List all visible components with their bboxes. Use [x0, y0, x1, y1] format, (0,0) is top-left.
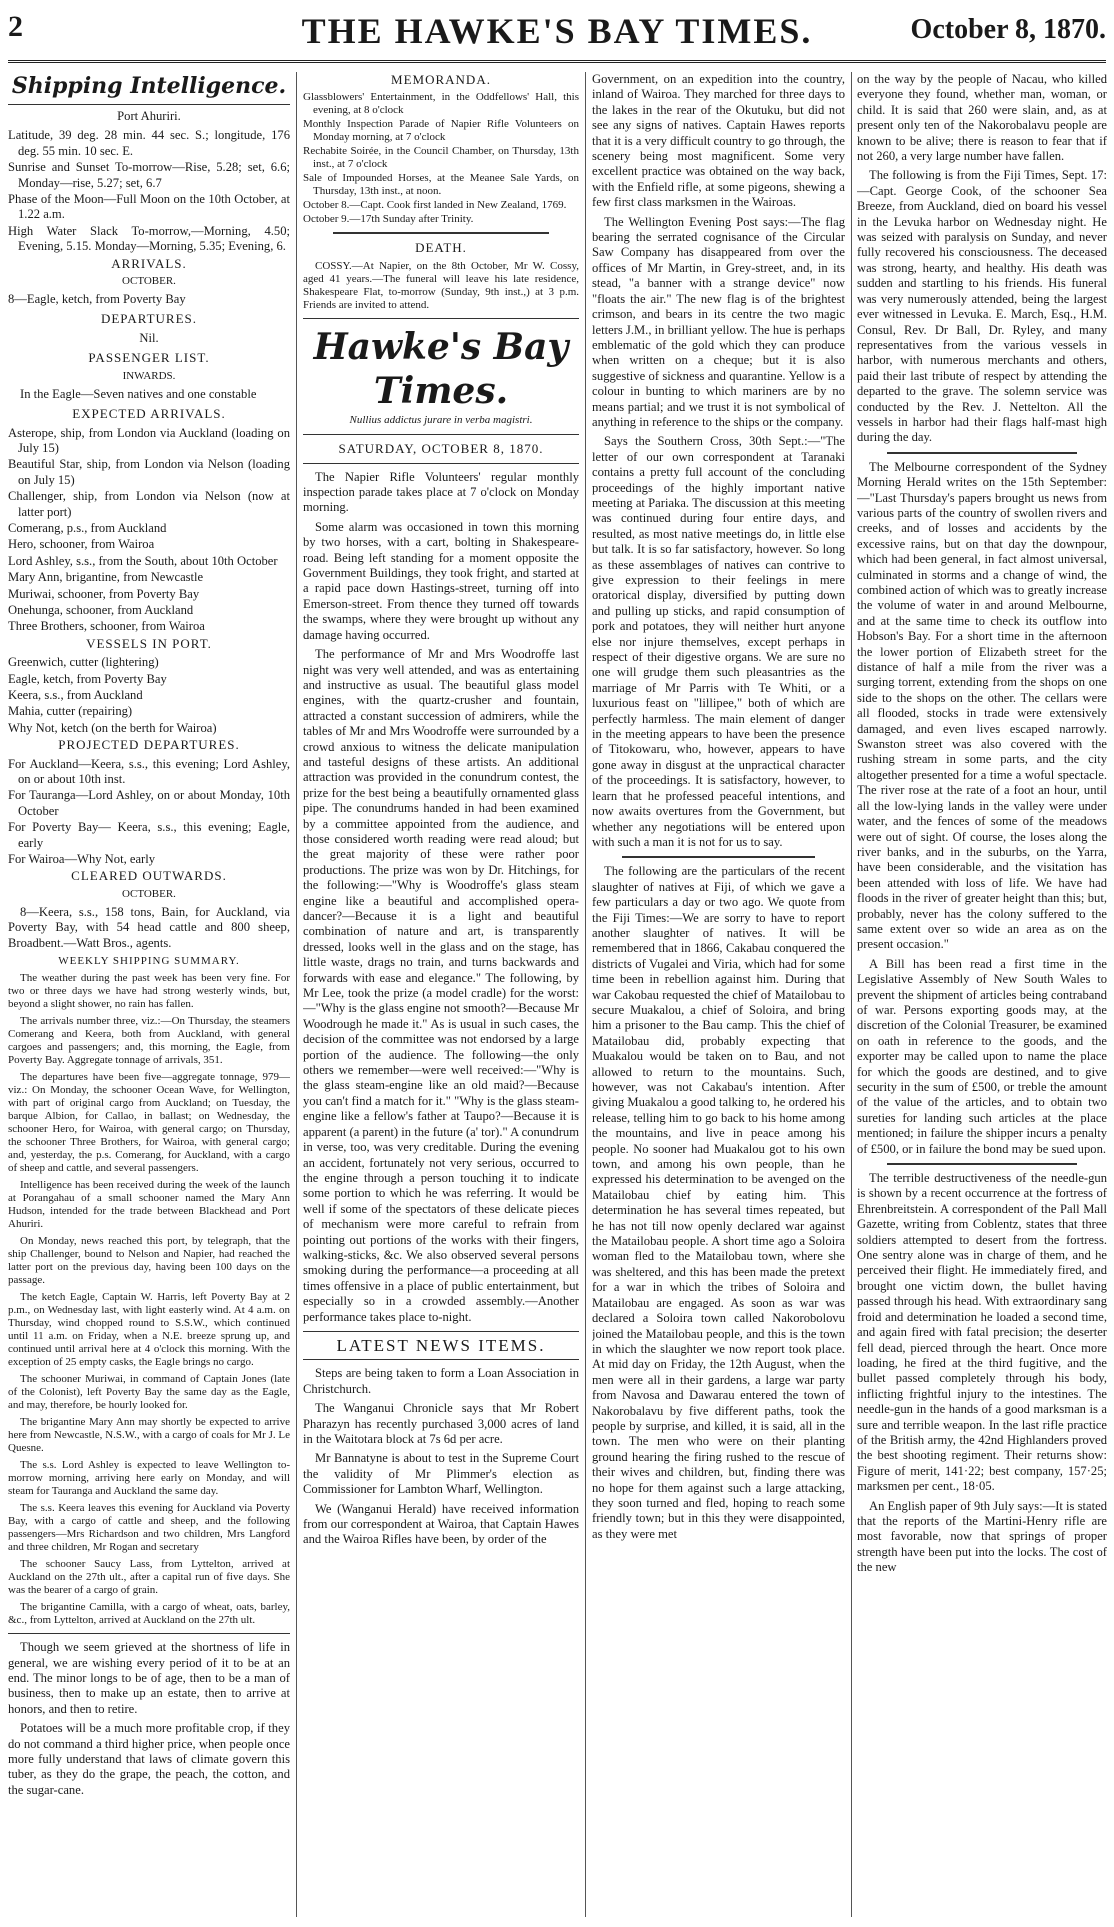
- departures-heading: DEPARTURES.: [100, 311, 198, 327]
- list-item: Comerang, p.s., from Auckland: [8, 520, 167, 535]
- news-paragraph: The Melbourne correspondent of the Sydney Morning Herald writes on the 15th September:—"Last Thursday's papers brought us news from various parts of the country of swollen rivers and creeks, and of losses and accidents by the excessive rains, but on that day the downpour, which had been general, in fact almost universal, culminated in storms and a change of wind, the combined action of which was to greatly increase the volume of water in and around Melbourne, and at the same time to check its outflow into Hobson's Bay. For a short time in the afternoon the lower portion of Elizabeth street for the distance of half a mile from the river was a surging torrent, extending from the shops on one side to the shops on the other. The cellars were all flooded, stocks in trade were extensively damaged, and even lives escaped narrowly. Swanston street was also covered with the rushing stream in some parts, and the city altogether presented for a time a woful spectacle. The river rose at the rate of a foot an hour, until all the low-lying lands in the valley were under water, and the fences of some of the meadows were out of sight. Of course, the loses along the river banks, and in the suburbs, on the Yarra, have been considerable, and the visitation has been attended with loss of life. We have had floods in the river of greater height than this; but, probably, never has the colony suffered to the same extent over so wide an area as on the present occasion.": [857, 459, 1107, 952]
- masthead: [8, 6, 1106, 63]
- list-item: Beautiful Star, ship, from London via Nelson (loading on July 15): [8, 457, 290, 487]
- news-paragraph: The Wellington Evening Post says:—The flag bearing the serrated cognisance of the Circular Saw Company has disappeared from over the offices of Mr Martin, in Grey-street, and, in its stead, "a banner with a strange device" now "floats the air." The new flag is of the brightest crimson, and bears in its centre the two magic letters J.M., in brilliant yellow. The hue is perhaps emblematic of the gold which they can produce when written on a cheque; but it is also suggestive of sickness and quarantine. Yellow is a colour in bunting to which mariners are by no means partial; and we trust it is not symbolical of anything in reference to the ships or the company.: [592, 214, 845, 429]
- news-paragraph: The following is from the Fiji Times, Sept. 17:—Capt. George Cook, of the schooner Sea Breeze, from Auckland, died on board his vessel in the Levuka harbor on Wednesday night. He was seized with paralysis on Sunday, and never fully recovered his consciousness. The deceased was strong, hearty, and healthy. His death was sudden and startling to his friends. His funeral was very numerously attended, being the largest ever witnessed in Levuka. E. March, Esq., H.M. Consul, Rev. Dr Ball, Dr. Ryley, and many representatives from the various vessels in harbor, with numerous merchants and others, paid their last tribute of respect by attending the departed to the grave. The solemn service was conducted by the Rev. J. Nettelton. All the vessels in harbor had their flags half-mast high during the day.: [857, 168, 1107, 445]
- list-item: Mary Ann, brigantine, from Newcastle: [8, 570, 204, 585]
- passenger-heading: PASSENGER LIST.: [88, 350, 210, 366]
- news-paragraph: The terrible destructiveness of the needle-gun is shown by a recent occurrence at the fortress of Ehrenbreitstein. A correspondent of the Pall Mall Gazette, writing from Coblentz, states that three soldiers attempted to desert from the fortress. One sentry alone was in charge of them, and he perceived their flight. He immediately fired, and brought one victim down, the bullet having passed through his head. With extraordinary sang froid and determination he loaded a second time, and again fired with fatal precision; the deserter fell dead, pierced through the heart. Once more loading, he fired at the third fugitive, and the bullet passed completely through his body, inflicting frightful injury to the intestines. The needle-gun in the hands of a good marksman is a sure and terrible weapon. In the last rifle practice of the British army, the 42nd Highlanders proved the best shooting regiment. Their returns show: Figure of merit, 141·22; best company, 157·25; marksmen per cent., 18·05.: [857, 1171, 1107, 1494]
- summary-paragraph: The schooner Muriwai, in command of Captain Jones (late of the Colonist), left Poverty Bay the same day as the Eagle, and may, therefore, be hourly looked for.: [8, 1373, 290, 1412]
- projected-list: [8, 757, 290, 868]
- editorial-paragraph: The performance of Mr and Mrs Woodroffe last night was very well attended, and was as entertaining and instructive as usual. The beautiful glass model engines, with the quartz-crusher and fountain, attracted a constant succession of admirers, while the tables of Mr and Mrs Woodroffe were surrounded by a crowd anxious to witness the delicate manipulation and tasteful designs of these artists. An additional attraction was provided in the conundrum contest, the prize for the best being a beautifully ornamented glass pipe. The conundrums handed in had been examined by a committee appointed from the audience, and those considered worth reading were read aloud; but the great majority of these were rather poor productions. The prize was won by Dr. Hitchings, for the following:—"Why is Woodroffe's glass steam engine like a beautiful and accomplished opera-dancer?—Because it is a light and beautiful combination of nature and art, is transparently dressed, looks well in the glass and on the stage, has little waste, drags no train, and turns backwards and forwards with ease and elegance." The following, by Mr Lee, took the prize (a model cradle) for the worst:—"Why is the glass engine not smooth?—Because Mr Woodrough he made it." As is usual in such cases, the decision of the committee was not endorsed by a large portion of the audience. The following—the only others we remember—were well received:—"Why is the glass steam-engine like an old maid?—Because you can't find a match for it." "Why is the glass steam-engine like a fellow's father at Taupo?—Because it is apparent (a parent) in the future (a' tor)." A conundrum in verse, too, was very creditable. During the evening an accident, fortunately not very serious, occurred to the engine through a person touching it to indicate some portion to which he was referring. It would be well if some of the spectators of these delicate pieces of mechanism were more careful to refrain from pointing out portions of the works with their fingers, walking-sticks, &c. We also observed several persons smoking during the performance—a proceeding at all times offensive in a place of public entertainment, but especially so in a crowded assembly.—Another performance takes place to-night.: [303, 647, 579, 1324]
- list-item: For Wairoa—Why Not, early: [8, 852, 156, 867]
- list-item: Why Not, ketch (on the berth for Wairoa): [8, 720, 217, 735]
- list-item: Rechabite Soirée, in the Council Chamber, on Thursday, 13th inst., at 7 o'clock: [303, 145, 579, 171]
- summary-heading: WEEKLY SHIPPING SUMMARY.: [58, 955, 240, 968]
- tide-line: Latitude, 39 deg. 28 min. 44 sec. S.; longitude, 176 deg. 55 min. 10 sec. E.: [8, 128, 290, 158]
- divider: [303, 463, 579, 464]
- death-notice: COSSY.—At Napier, on the 8th October, Mr W. Cossy, aged 41 years.—The funeral will leave his late residence, Shakespeare Flat, to-morrow (Sunday, 9th inst.,) at 3 p.m. Friends are invited to attend.: [303, 259, 579, 311]
- column-rule: [585, 72, 586, 1917]
- news-paragraph: on the way by the people of Nacau, who killed everyone they found, whether man, woman, or child. It is said that 260 were slain, and, as at present only ten of the Nakorobalavu people are known to be alive; there is reason to fear that if not 260, a very large number have fallen.: [857, 72, 1107, 164]
- column-news-4: [857, 72, 1107, 1917]
- projected-heading: PROJECTED DEPARTURES.: [58, 737, 240, 753]
- shipping-summary: [8, 972, 290, 1627]
- divider: [303, 434, 579, 435]
- divider: [887, 452, 1077, 454]
- arrivals-heading: ARRIVALS.: [111, 255, 187, 271]
- tide-line: Sunrise and Sunset To-morrow—Rise, 5.28; set, 6.6; Monday—rise, 5.27; set, 6.7: [8, 160, 290, 190]
- cleared-month: OCTOBER.: [122, 887, 176, 900]
- divider: [622, 856, 815, 858]
- editorial-paragraph: Some alarm was occasioned in town this morning by two horses, with a cart, bolting in Shakespeare-road. Being left standing for a moment opposite the Government Buildings, they took fright, and started at a rapid pace down Hastings-street, turning off into Emerson-street. From thence they turned off towards the swamps, where they were brought up without any damage having occurred.: [303, 519, 579, 642]
- summary-paragraph: On Monday, news reached this port, by telegraph, that the ship Challenger, bound to Nelson and Napier, had reached the latter port on the previous day, having been 100 days on the passage.: [8, 1235, 290, 1287]
- summary-paragraph: The arrivals number three, viz.:—On Thursday, the steamers Comerang and Keera, both from Auckland, with general cargoes and passengers; and, this morning, the Eagle, from Poverty Bay. Aggregate tonnage of arrivals, 351.: [8, 1015, 290, 1067]
- latest-news-heading: LATEST NEWS ITEMS.: [303, 1331, 579, 1360]
- column-shipping: [8, 72, 290, 1917]
- vessels-heading: VESSELS IN PORT.: [86, 635, 212, 651]
- tide-line: High Water Slack To-morrow,—Morning, 4.50; Evening, 5.15. Monday—Morning, 5.35; Evening, 6.: [8, 223, 290, 254]
- divider: [303, 318, 579, 319]
- editorial-dateline: SATURDAY, OCTOBER 8, 1870.: [338, 441, 544, 457]
- list-item: Hero, schooner, from Wairoa: [8, 537, 155, 552]
- divider: [887, 1163, 1077, 1165]
- tide-line: Phase of the Moon—Full Moon on the 10th October, at 1.22 a.m.: [8, 192, 290, 222]
- list-item: Muriwai, schooner, from Poverty Bay: [8, 586, 200, 601]
- misc-paragraph: Potatoes will be a much more profitable crop, if they do not command a third higher price, when people once more fully understand that laws of climate govern this tuber, as they do the grape, the peach, the cotton, and the sugar-cane.: [8, 1721, 290, 1797]
- news-paragraph: Mr Bannatyne is about to test in the Supreme Court the validity of Mr Plimmer's election as Commissioner for Lambton Wharf, Wellington.: [303, 1451, 579, 1497]
- cleared-entry: 8—Keera, s.s., 158 tons, Bain, for Auckland, via Poverty Bay, with 54 head cattle and 800 sheep, Broadbent.—Watt Bros., agents.: [8, 904, 290, 950]
- list-item: Sale of Impounded Horses, at the Meanee Sale Yards, on Thursday, 13th inst., at noon.: [303, 172, 579, 198]
- editorial-banner: Hawke's Bay Times.: [313, 325, 569, 412]
- summary-paragraph: The schooner Saucy Lass, from Lyttelton, arrived at Auckland on the 27th ult., after a capital run of five days. She was the bearer of a cargo of grain.: [8, 1558, 290, 1597]
- list-item: Glassblowers' Entertainment, in the Oddfellows' Hall, this evening, at 8 o'clock: [303, 91, 579, 117]
- list-item: October 9.—17th Sunday after Trinity.: [303, 213, 474, 226]
- list-item: Onehunga, schooner, from Auckland: [8, 602, 194, 617]
- list-item: For Poverty Bay— Keera, s.s., this evening; Eagle, early: [8, 820, 290, 850]
- summary-paragraph: The departures have been five—aggregate tonnage, 979—viz.: On Monday, the schooner Ocean Wave, for Wellington, with part of original cargo from Auckland; on Tuesday, the barque Albion, for Callao, in ballast; on Wednesday, the schooner Hero, for Wairoa, with general cargo; on Thursday, the schooner Three Brothers, for Wairoa, with general cargo; and, yesterday, the p.s. Comerang, for Auckland, with a cargo of sheep and cattle, and several passengers.: [8, 1071, 290, 1175]
- news-paragraph: An English paper of 9th July says:—It is stated that the reports of the Martini-Henry rifle are most favorable, now that springs of proper strength have been put into the locks. The cost of the new: [857, 1498, 1107, 1575]
- list-item: For Tauranga—Lord Ashley, on or about Monday, 10th October: [8, 788, 290, 818]
- departures-entry: Nil.: [139, 330, 159, 345]
- summary-paragraph: The brigantine Camilla, with a cargo of wheat, oats, barley, &c., from Lyttelton, arrived at Auckland on the 27th ult.: [8, 1601, 290, 1627]
- editorial-motto: Nullius addictus jurare in verba magistri.: [349, 413, 533, 426]
- summary-paragraph: The s.s. Lord Ashley is expected to leave Wellington to-morrow morning, arriving here early on Monday, and will steam for Tauranga and Auckland the same day.: [8, 1459, 290, 1498]
- list-item: Greenwich, cutter (lightering): [8, 655, 159, 670]
- summary-paragraph: The brigantine Mary Ann may shortly be expected to arrive here from Newcastle, N.S.W., with a cargo of coals for Mr J. Le Quesne.: [8, 1416, 290, 1455]
- arrivals-month: OCTOBER.: [122, 275, 176, 288]
- news-paragraph: The following are the particulars of the recent slaughter of natives at Fiji, of which we gave a few particulars a day or two ago. We quote from the Fiji Times:—We are sorry to have to report another slaughter of natives. It will be remembered that in 1866, Cakabau conquered the districts of Vugalei and Viria, which had for some time been in rebellion against him. During that war Cakobau requested the chief of Matailobau to secure Muakalou, a chief of Soloira, and bring him a prisoner to the Bau camp. This the chief of Matailobau did, probably expecting that Muakalou would be taken on to Bau, and not allowed to return to the mountains. Such, however, was not Cakabau's intention. After giving Muakalou a good talking to, he ordered his release, telling him to go back to his home among the mountains, and live in peace among his people. No sooner had Muakalou got to his own town, and among his own people, than he expressed his determination to be avenged on the Matailobau chief by eating him. This determination he has several times repeated, but he has not till now openly declared war against the Matailobau people. A short time ago a Soloira woman fled to the Matailobau town, where she was sheltered, and this has been made the pretext for a war in which the tribes of Soloira and Matailobau are engaged. As soon as war was declared a Soloira town called Nakorobolovu joined the Matailobau people, and this is the town in which the slaughter we now report took place. At mid day on Friday, the 12th August, when the men were all in their gardens, a large war party from Navosa and Dawarau entered the town of Nakorobalavu by five different paths, took the people by surprise, and killed, it is said, all in the town. The men who were on their planting ground hearing the firing rushed to the rescue of their wives and children, but, finding there was no hope for them against such a large attacking, they soon turned and fled, hoping to reach some friendly town; but in this they were disappointed, as they were met: [592, 864, 845, 1541]
- list-item: Mahia, cutter (repairing): [8, 704, 133, 719]
- misc-paragraph: Though we seem grieved at the shortness of life in general, we are wishing every period of it to be at an end. The minor longs to be of age, then to be a man of business, then to make up an estate, then to arrive at honors, and then to retire.: [8, 1640, 290, 1716]
- port-name: Port Ahuriri.: [117, 109, 181, 123]
- passenger-entry: In the Eagle—Seven natives and one constable: [20, 386, 257, 401]
- editorial-paragraph: The Napier Rifle Volunteers' regular monthly inspection parade takes place at 7 o'clock on Monday morning.: [303, 469, 579, 515]
- column-editorial: [303, 72, 579, 1917]
- list-item: Eagle, ketch, from Poverty Bay: [8, 671, 167, 686]
- news-paragraph: Government, on an expedition into the country, inland of Wairoa. They marched for three days to the lakes in the rear of the Okutuku, but did not see any signs of natives. Captain Hawes reports that it is a very difficult country to go through, the scenery being most magnificent. Some very excellent practice was obtained on the way back, with the Enfield rifle, at some pigeons, shewing a few first class marksmen in the Wairoas.: [592, 72, 845, 210]
- vessels-list: [8, 655, 290, 736]
- summary-paragraph: Intelligence has been received during the week of the launch at Porangahau of a small schooner named the Mary Ann Hudson, intended for the trade between Blackhead and Port Ahuriri.: [8, 1179, 290, 1231]
- list-item: Asterope, ship, from London via Auckland (loading on July 15): [8, 425, 290, 455]
- summary-paragraph: The s.s. Keera leaves this evening for Auckland via Poverty Bay, with a cargo of cattle and sheep, and the following passengers—Mrs Richardson and two children, Mrs Langford and three children, Mr Rogan and secretary: [8, 1502, 290, 1554]
- page-number: 2: [8, 10, 23, 43]
- news-paragraph: Says the Southern Cross, 30th Sept.:—"The letter of our own correspondent at Taranaki contains a pretty full account of the concluding proceedings of the highly important native meeting at Pariaka. The discussion at this meeting was continued during four entire days, and resulted, as most native meetings do, in little else but talk. It is so far satisfactory, however. So long as these assemblages of natives can contrive to give expression to their feelings in mere oratorical display, diversified by putting down and pulling up sticks, and rapid consumption of pork and potatoes, they will neither hurt anyone else nor injure themselves, except perhaps in respect of their digestive organs. We are sure no one will grudge them such pleasantries as the marriage of Mr Parris with Te Whiti, or a luxurious feast on "lillipee," both of which are perfectly harmless. The main element of danger in the meeting appears to have been the presence of Titokowaru, who, however, appears to have gone away in disgust at the unpractical character of the proceedings. It is satisfactory, however, to learn that he professed peaceful intentions, and now awaits overtures from the Government, but whether any negotiations will be entered upon with such a man it is not for us to say.: [592, 434, 845, 849]
- memoranda-heading: MEMORANDA.: [391, 72, 491, 87]
- divider: [8, 1633, 290, 1634]
- column-rule: [296, 72, 297, 1917]
- tide-info: [8, 128, 290, 254]
- expected-heading: EXPECTED ARRIVALS.: [72, 406, 226, 422]
- news-paragraph: The Wanganui Chronicle says that Mr Robert Pharazyn has recently purchased 3,000 acres of land in the Waitotara block at 7s 6d per acre.: [303, 1401, 579, 1446]
- list-item: Challenger, ship, from London via Nelson (now at latter port): [8, 489, 290, 519]
- news-paragraph: A Bill has been read a first time in the Legislative Assembly of New South Wales to prevent the shipment of articles being contraband of war. Persons exporting goods may, at the discretion of the Colonial Treasurer, be examined on oath in reference to the goods, and the exporter may be called upon to name the place for which the goods are destined, and to give security in the sum of £500, or treble the amount of the value of the articles, and to obtain two sureties for landing such articles at the place mentioned; in failure the shipper incurs a penalty of £500, or in failure the bond may be sued upon.: [857, 956, 1107, 1156]
- summary-paragraph: The weather during the past week has been very fine. For two or three days we have had strong westerly winds, but, beyond a slight shower, no rain has fallen.: [8, 972, 290, 1011]
- expected-list: [8, 426, 290, 635]
- cleared-heading: CLEARED OUTWARDS.: [71, 868, 227, 884]
- news-paragraph: Steps are being taken to form a Loan Association in Christchurch.: [303, 1366, 579, 1396]
- summary-paragraph: The ketch Eagle, Captain W. Harris, left Poverty Bay at 2 p.m., on Wednesday last, with light easterly wind. At 4 a.m. on Thursday, wind chopped round to S.S.W., which continued until 11 a.m. on Friday, when a N.E. breeze sprung up, and continued until arrival here at 4 o'clock this morning. With the exception of 25 empty casks, the Eagle brings no cargo.: [8, 1291, 290, 1369]
- arrivals-entry: 8—Eagle, ketch, from Poverty Bay: [8, 292, 186, 307]
- inwards-label: INWARDS.: [122, 369, 176, 382]
- divider: [333, 232, 549, 234]
- column-rule: [851, 72, 852, 1917]
- column-news-3: [592, 72, 845, 1917]
- newspaper-title: THE HAWKE'S BAY TIMES.: [301, 11, 813, 51]
- issue-date: October 8, 1870.: [910, 14, 1106, 45]
- list-item: For Auckland—Keera, s.s., this evening; Lord Ashley, on or about 10th inst.: [8, 756, 290, 787]
- news-paragraph: We (Wanganui Herald) have received information from our correspondent at Wairoa, that Captain Hawes and the Wairoa Rifles have been, by order of the: [303, 1501, 579, 1547]
- list-item: Lord Ashley, s.s., from the South, about 10th October: [8, 553, 278, 568]
- death-heading: DEATH.: [415, 240, 467, 256]
- list-item: Monthly Inspection Parade of Napier Rifle Volunteers on Monday morning, at 7 o'clock: [303, 118, 579, 144]
- shipping-heading: Shipping Intelligence.: [8, 72, 290, 105]
- list-item: Keera, s.s., from Auckland: [8, 688, 143, 702]
- list-item: October 8.—Capt. Cook first landed in New Zealand, 1769.: [303, 199, 567, 212]
- memoranda-list: [303, 91, 579, 226]
- list-item: Three Brothers, schooner, from Wairoa: [8, 619, 205, 634]
